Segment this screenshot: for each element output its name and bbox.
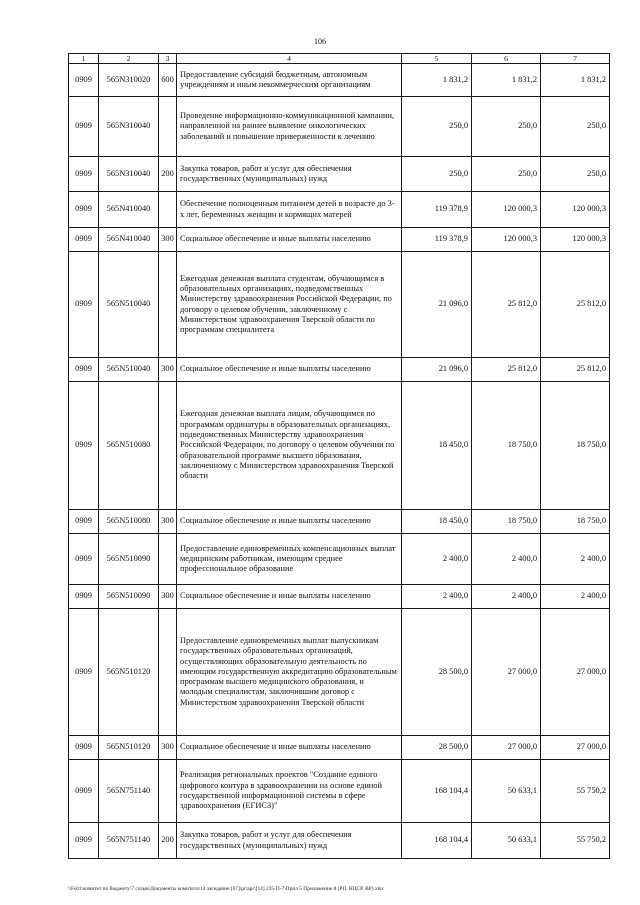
table-row: [69, 157, 610, 192]
amount-year-3-cell: 27 000,0: [541, 736, 610, 760]
amount-year-1-cell: 28 500,0: [402, 609, 472, 736]
target-article-code-cell: 565N751140: [99, 823, 159, 859]
section-code-cell: 0909: [69, 157, 99, 192]
amount-year-2-cell: 25 812,0: [472, 252, 541, 358]
description-cell: Проведение информационно-коммуникационной кампании, направленной на раннее выявление онкологических заболеваний и повышение приверженности к лечению: [177, 97, 402, 157]
column-number: 5: [402, 54, 472, 64]
target-article-code-cell: 565N510080: [99, 382, 159, 510]
description-cell: Закупка товаров, работ и услуг для обеспечения государственных (муниципальных) нужд: [177, 823, 402, 859]
target-article-code-cell: 565N410040: [99, 192, 159, 228]
amount-year-2-cell: 1 831,2: [472, 64, 541, 97]
budget-table: [68, 53, 610, 859]
target-article-code-cell: 565N510090: [99, 534, 159, 585]
section-code-cell: 0909: [69, 192, 99, 228]
target-article-code-cell: 565N510120: [99, 736, 159, 760]
amount-year-3-cell: 2 400,0: [541, 534, 610, 585]
section-code-cell: 0909: [69, 534, 99, 585]
target-article-code-cell: 565N310020: [99, 64, 159, 97]
amount-year-3-cell: 120 000,3: [541, 192, 610, 228]
description-cell: Социальное обеспечение и иные выплаты населению: [177, 736, 402, 760]
table-row: [69, 228, 610, 252]
expense-type-code-cell: [159, 609, 177, 736]
section-code-cell: 0909: [69, 736, 99, 760]
description-cell: Социальное обеспечение и иные выплаты населению: [177, 228, 402, 252]
amount-year-2-cell: 27 000,0: [472, 609, 541, 736]
table-row: [69, 736, 610, 760]
expense-type-code-cell: 200: [159, 823, 177, 859]
table-row: [69, 823, 610, 859]
amount-year-3-cell: 18 750,0: [541, 382, 610, 510]
column-number: 4: [177, 54, 402, 64]
section-code-cell: 0909: [69, 609, 99, 736]
target-article-code-cell: 565N510040: [99, 358, 159, 382]
expense-type-code-cell: 300: [159, 358, 177, 382]
description-cell: Предоставление единовременных выплат выпускникам государственных образовательных организаций, осуществляющих образовательную деятельность по имеющим государственную аккредитацию образовательным программам высшего медицинского образования, и молодым специалистам, заключившим договор с Министерством здравоохранения Тверской области: [177, 609, 402, 736]
expense-type-code-cell: 300: [159, 510, 177, 534]
description-cell: Социальное обеспечение и иные выплаты населению: [177, 585, 402, 609]
section-code-cell: 0909: [69, 382, 99, 510]
target-article-code-cell: 565N510120: [99, 609, 159, 736]
section-code-cell: 0909: [69, 358, 99, 382]
table-row: [69, 609, 610, 736]
expense-type-code-cell: 600: [159, 64, 177, 97]
target-article-code-cell: 565N310040: [99, 97, 159, 157]
amount-year-1-cell: 250,0: [402, 157, 472, 192]
amount-year-3-cell: 250,0: [541, 97, 610, 157]
expense-type-code-cell: 300: [159, 585, 177, 609]
amount-year-3-cell: 250,0: [541, 157, 610, 192]
target-article-code-cell: 565N510090: [99, 585, 159, 609]
amount-year-1-cell: 1 831,2: [402, 64, 472, 97]
amount-year-2-cell: 2 400,0: [472, 585, 541, 609]
table-row: [69, 534, 610, 585]
amount-year-2-cell: 18 750,0: [472, 382, 541, 510]
description-cell: Предоставление субсидий бюджетным, автономным учреждениям и иным некоммерческим организациям: [177, 64, 402, 97]
section-code-cell: 0909: [69, 64, 99, 97]
file-path-footer: \\Fs01\комитет по бюджету\7 созыв\Документы комитета\14 заседание [07]\pr\apr\[14] 235-П-7\Прил 5 Приложение 8 (РП, КЦСР, ВР).xlsx: [68, 886, 384, 892]
amount-year-2-cell: 250,0: [472, 157, 541, 192]
expense-type-code-cell: [159, 97, 177, 157]
amount-year-1-cell: 2 400,0: [402, 534, 472, 585]
expense-type-code-cell: [159, 252, 177, 358]
target-article-code-cell: 565N510040: [99, 252, 159, 358]
amount-year-3-cell: 27 000,0: [541, 609, 610, 736]
amount-year-1-cell: 119 378,9: [402, 228, 472, 252]
page-number: 106: [314, 37, 326, 46]
column-number: 7: [541, 54, 610, 64]
section-code-cell: 0909: [69, 510, 99, 534]
expense-type-code-cell: 300: [159, 736, 177, 760]
target-article-code-cell: 565N751140: [99, 760, 159, 823]
amount-year-2-cell: 120 000,3: [472, 192, 541, 228]
target-article-code-cell: 565N310040: [99, 157, 159, 192]
description-cell: Социальное обеспечение и иные выплаты населению: [177, 510, 402, 534]
amount-year-1-cell: 119 378,9: [402, 192, 472, 228]
amount-year-2-cell: 27 000,0: [472, 736, 541, 760]
description-cell: Ежегодная денежная выплата студентам, обучающимся в образовательных организациях, подведомственных Министерству здравоохранения Российской Федерации, по договору о целевом обучении, заключенному с Министерством здравоохранения Тверской области по программам специалитета: [177, 252, 402, 358]
column-number: 2: [99, 54, 159, 64]
column-number-header-row: [69, 54, 610, 64]
amount-year-1-cell: 168 104,4: [402, 823, 472, 859]
amount-year-2-cell: 18 750,0: [472, 510, 541, 534]
amount-year-3-cell: 1 831,2: [541, 64, 610, 97]
table-row: [69, 585, 610, 609]
table-row: [69, 192, 610, 228]
description-cell: Закупка товаров, работ и услуг для обеспечения государственных (муниципальных) нужд: [177, 157, 402, 192]
section-code-cell: 0909: [69, 252, 99, 358]
amount-year-1-cell: 28 500,0: [402, 736, 472, 760]
table-row: [69, 382, 610, 510]
amount-year-3-cell: 25 812,0: [541, 252, 610, 358]
expense-type-code-cell: [159, 382, 177, 510]
amount-year-3-cell: 25 812,0: [541, 358, 610, 382]
expense-type-code-cell: 200: [159, 157, 177, 192]
table-row: [69, 64, 610, 97]
section-code-cell: 0909: [69, 228, 99, 252]
expense-type-code-cell: [159, 192, 177, 228]
column-number: 1: [69, 54, 99, 64]
table-row: [69, 510, 610, 534]
amount-year-1-cell: 18 450,0: [402, 382, 472, 510]
amount-year-1-cell: 250,0: [402, 97, 472, 157]
expense-type-code-cell: [159, 760, 177, 823]
column-number: 3: [159, 54, 177, 64]
amount-year-3-cell: 120 000,3: [541, 228, 610, 252]
amount-year-1-cell: 21 096,0: [402, 358, 472, 382]
description-cell: Предоставление единовременных компенсационных выплат медицинским работникам, имеющим среднее профессиональное образование: [177, 534, 402, 585]
amount-year-1-cell: 168 104,4: [402, 760, 472, 823]
target-article-code-cell: 565N510080: [99, 510, 159, 534]
description-cell: Реализация региональных проектов "Создание единого цифрового контура в здравоохранении на основе единой государственной информационной системы в сфере здравоохранения (ЕГИСЗ)": [177, 760, 402, 823]
amount-year-1-cell: 21 096,0: [402, 252, 472, 358]
table-row: [69, 252, 610, 358]
section-code-cell: 0909: [69, 97, 99, 157]
target-article-code-cell: 565N410040: [99, 228, 159, 252]
amount-year-2-cell: 50 633,1: [472, 760, 541, 823]
description-cell: Социальное обеспечение и иные выплаты населению: [177, 358, 402, 382]
section-code-cell: 0909: [69, 760, 99, 823]
column-number: 6: [472, 54, 541, 64]
amount-year-3-cell: 2 400,0: [541, 585, 610, 609]
amount-year-2-cell: 120 000,3: [472, 228, 541, 252]
amount-year-2-cell: 250,0: [472, 97, 541, 157]
amount-year-1-cell: 2 400,0: [402, 585, 472, 609]
section-code-cell: 0909: [69, 585, 99, 609]
expense-type-code-cell: 300: [159, 228, 177, 252]
amount-year-2-cell: 2 400,0: [472, 534, 541, 585]
expense-type-code-cell: [159, 534, 177, 585]
amount-year-3-cell: 55 750,2: [541, 760, 610, 823]
amount-year-2-cell: 50 633,1: [472, 823, 541, 859]
amount-year-3-cell: 55 750,2: [541, 823, 610, 859]
amount-year-1-cell: 18 450,0: [402, 510, 472, 534]
description-cell: Обеспечение полноценным питанием детей в возрасте до 3-х лет, беременных женщин и кормящих матерей: [177, 192, 402, 228]
description-cell: Ежегодная денежная выплата лицам, обучающимся по программам ординатуры в образовательных организациях, подведомственных Министерству здравоохранения Российской Федерации, по договору о целевом обучении по образовательной программе высшего образования, заключенному с Министерством здравоохранения Тверской области: [177, 382, 402, 510]
table-row: [69, 97, 610, 157]
table-row: [69, 760, 610, 823]
amount-year-3-cell: 18 750,0: [541, 510, 610, 534]
amount-year-2-cell: 25 812,0: [472, 358, 541, 382]
table-row: [69, 358, 610, 382]
section-code-cell: 0909: [69, 823, 99, 859]
